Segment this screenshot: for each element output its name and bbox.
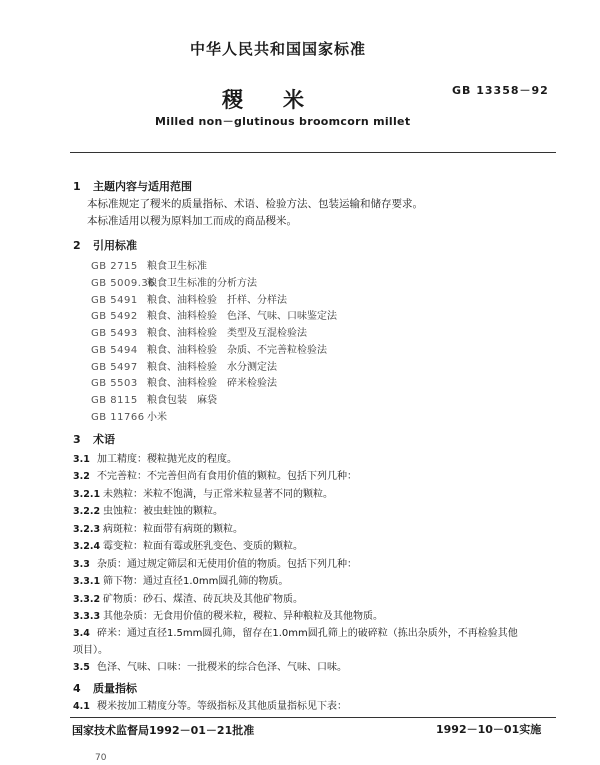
term-text: 色泽、气味、口味：一批稷米的综合色泽、气味、口味。: [97, 662, 347, 673]
reference-title: 粮食卫生标准的分析方法: [147, 278, 257, 289]
term-item: [73, 658, 347, 673]
reference-item: [91, 307, 337, 322]
approval-date: 国家技术监督局1992－01－21批准: [72, 724, 255, 737]
reference-code: GB 5491: [91, 295, 138, 306]
section-title: 质量指标: [93, 682, 137, 695]
reference-item: [91, 374, 277, 389]
term-number: 3.2.1: [73, 489, 101, 500]
reference-code: GB 5497: [91, 362, 138, 373]
reference-item: [91, 341, 327, 356]
reference-item: [91, 291, 287, 306]
section-heading-2: [73, 237, 137, 253]
standard-number: GB 13358－92: [452, 84, 549, 97]
term-text: 病斑粒：粒面带有病斑的颗粒。: [103, 524, 243, 535]
issuing-authority: 中华人民共和国国家标准: [190, 40, 367, 58]
term-number: 3.2.3: [73, 524, 101, 535]
reference-item: [91, 391, 217, 406]
title-part-1: 稷: [222, 88, 243, 112]
reference-code: GB 11766: [91, 412, 145, 423]
term-text: 不完善粒：不完善但尚有食用价值的颗粒。包括下列几种：: [97, 471, 357, 482]
term-text: 其他杂质：无食用价值的稷米粒，稷粒、异种粮粒及其他物质。: [103, 611, 383, 622]
reference-title: 粮食、油料检验 杂质、不完善粒检验法: [147, 345, 327, 356]
reference-item: [91, 257, 207, 272]
reference-title: 粮食、油料检验 扦样、分样法: [147, 295, 287, 306]
reference-item: [91, 408, 167, 423]
term-number: 3.5: [73, 662, 90, 673]
term-item: [73, 555, 357, 570]
document-title: [222, 84, 304, 114]
english-title: Milled non－glutinous broomcorn millet: [155, 115, 411, 128]
paragraph: 本标准适用以稷为原料加工而成的商品稷米。: [87, 215, 297, 227]
term-item: [73, 485, 333, 500]
term-item: [73, 520, 243, 535]
term-text: 未熟粒：米粒不饱满，与正常米粒显著不同的颗粒。: [103, 489, 333, 500]
title-part-2: 米: [283, 88, 304, 112]
term-number: 3.2.2: [73, 506, 101, 517]
reference-title: 粮食、油料检验 水分测定法: [147, 362, 277, 373]
reference-title: 小米: [147, 412, 167, 423]
reference-title: 粮食包装 麻袋: [147, 395, 217, 406]
term-text: 矿物质：砂石、煤渣、砖瓦块及其他矿物质。: [103, 594, 303, 605]
term-text: 虫蚀粒：被虫蛀蚀的颗粒。: [103, 506, 223, 517]
term-text: 项目）。: [73, 645, 108, 656]
section-number: 4: [73, 682, 81, 695]
reference-item: [91, 274, 257, 289]
section-title: 引用标准: [93, 239, 137, 252]
term-continuation: [73, 641, 108, 656]
reference-title: 粮食、油料检验 碎米检验法: [147, 378, 277, 389]
term-item: [73, 537, 303, 552]
reference-title: 粮食、油料检验 类型及互混检验法: [147, 328, 307, 339]
section-title: 主题内容与适用范围: [93, 180, 192, 193]
term-item: [73, 624, 518, 639]
term-number: 3.3.3: [73, 611, 101, 622]
reference-item: [91, 358, 277, 373]
reference-code: GB 5492: [91, 311, 138, 322]
reference-code: GB 5493: [91, 328, 138, 339]
page-number: 70: [95, 753, 107, 763]
reference-code: GB 8115: [91, 395, 138, 406]
paragraph: 本标准规定了稷米的质量指标、术语、检验方法、包装运输和储存要求。: [87, 198, 423, 210]
section-heading-3: [73, 431, 115, 447]
reference-code: GB 2715: [91, 261, 138, 272]
reference-code: GB 5494: [91, 345, 138, 356]
section-title: 术语: [93, 433, 115, 446]
reference-code: GB 5009.36: [91, 278, 156, 289]
section-number: 2: [73, 239, 81, 252]
reference-code: GB 5503: [91, 378, 138, 389]
term-number: 3.2: [73, 471, 90, 482]
term-number: 3.1: [73, 454, 90, 465]
term-item: [73, 590, 303, 605]
term-text: 筛下物：通过直径1.0mm圆孔筛的物质。: [103, 576, 289, 587]
term-item: [73, 502, 223, 517]
term-item: [73, 697, 347, 712]
section-heading-1: [73, 178, 192, 194]
reference-item: [91, 324, 307, 339]
reference-title: 粮食卫生标准: [147, 261, 207, 272]
term-item: [73, 450, 237, 465]
term-text: 霉变粒：粒面有霉或胚乳变色、变质的颗粒。: [103, 541, 303, 552]
term-number: 3.4: [73, 628, 90, 639]
term-item: [73, 467, 357, 482]
implementation-date: 1992－10－01实施: [436, 723, 542, 736]
section-heading-4: [73, 680, 137, 696]
reference-title: 粮食、油料检验 色泽、气味、口味鉴定法: [147, 311, 337, 322]
header-divider: [70, 152, 556, 153]
term-number: 3.2.4: [73, 541, 101, 552]
term-text: 杂质：通过规定筛层和无使用价值的物质。包括下列几种：: [97, 559, 357, 570]
term-number: 4.1: [73, 701, 90, 712]
term-text: 碎米：通过直径1.5mm圆孔筛，留存在1.0mm圆孔筛上的破碎粒（拣出杂质外，不再检验其他: [97, 628, 518, 639]
term-number: 3.3.1: [73, 576, 101, 587]
term-number: 3.3.2: [73, 594, 101, 605]
section-number: 1: [73, 180, 81, 193]
term-text: 加工精度：稷粒抛光皮的程度。: [97, 454, 237, 465]
footer-divider: [70, 717, 556, 718]
term-item: [73, 572, 288, 587]
term-number: 3.3: [73, 559, 90, 570]
term-item: [73, 607, 383, 622]
section-number: 3: [73, 433, 81, 446]
term-text: 稷米按加工精度分等。等级指标及其他质量指标见下表：: [97, 701, 347, 712]
